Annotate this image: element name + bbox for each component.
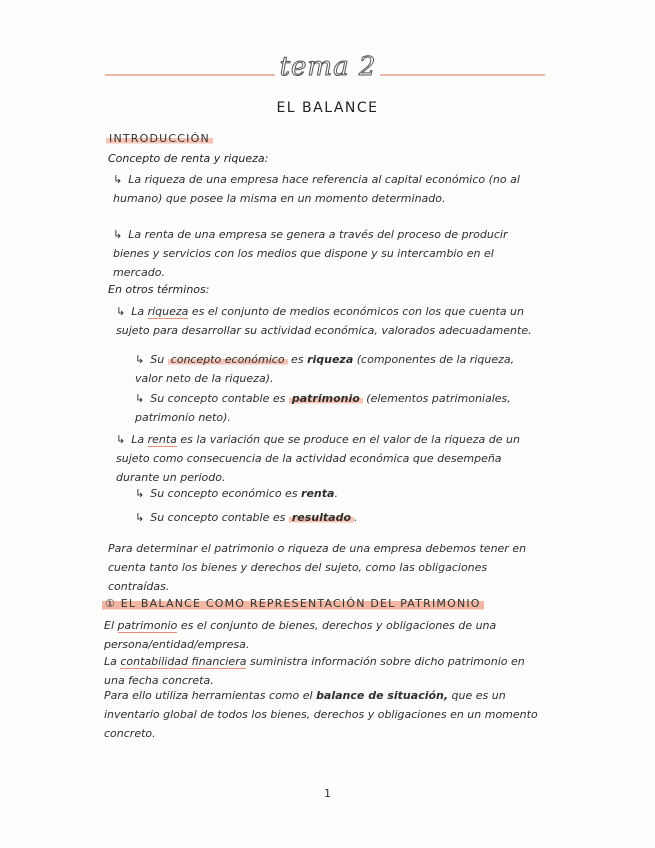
renta-cont-pre: Su concepto contable es bbox=[150, 511, 289, 524]
intro-heading bbox=[106, 132, 213, 145]
renta-definition bbox=[116, 430, 541, 487]
arrow-icon: ↳ bbox=[116, 305, 126, 318]
arrow-icon: ↳ bbox=[135, 511, 145, 524]
header-line-right bbox=[380, 74, 545, 76]
conclusion-paragraph: Para determinar el patrimonio o riqueza de una empresa debemos tener en cuenta tanto los bienes y derechos del sujeto, como las obligaciones contraídas. bbox=[108, 542, 527, 593]
p3-pre: Para ello utiliza herramientas como el bbox=[104, 689, 317, 702]
riqueza-cont-post: (elementos patrimoniales, patrimonio neto). bbox=[135, 392, 511, 424]
renta-pre: La bbox=[131, 433, 148, 446]
intro-bullet-riqueza bbox=[113, 170, 543, 208]
patrimonio-word: patrimonio bbox=[117, 619, 178, 632]
page-title: EL BALANCE bbox=[276, 100, 379, 116]
riqueza-pre: La bbox=[131, 305, 148, 318]
riqueza-eco-mid: es bbox=[287, 353, 308, 366]
p1-post: es el conjunto de bienes, derechos y obligaciones de una persona/entidad/empresa. bbox=[104, 619, 497, 651]
renta-concepto-contable bbox=[135, 508, 541, 527]
section2-heading bbox=[102, 597, 484, 610]
riqueza-definition bbox=[116, 302, 541, 340]
renta-word: renta bbox=[147, 433, 177, 446]
riqueza-eco-key: riqueza bbox=[307, 353, 354, 366]
arrow-icon: ↳ bbox=[135, 392, 145, 405]
page-number: 1 bbox=[324, 787, 331, 800]
renta-eco-key: renta bbox=[301, 487, 335, 500]
riqueza-post: es el conjunto de medios económicos con los que cuenta un sujeto para desarrollar su actividad económica, valorados adecuadamente. bbox=[116, 305, 532, 337]
p2-pre: La bbox=[104, 655, 121, 668]
renta-post: es la variación que se produce en el valor de la riqueza de un sujeto como consecuencia de la actividad económica que desempeña durante un periodo. bbox=[116, 433, 520, 484]
arrow-icon: ↳ bbox=[135, 487, 145, 500]
riqueza-eco-term: concepto económico bbox=[168, 353, 288, 366]
intro-bullet2-text: La renta de una empresa se genera a través del proceso de producir bienes y servicios con los medios que dispone y su intercambio en el mercado. bbox=[113, 228, 508, 279]
p3-post: que es un inventario global de todos los bienes, derechos y obligaciones en un momento concreto. bbox=[104, 689, 538, 740]
riqueza-cont-key: patrimonio bbox=[289, 392, 363, 405]
renta-eco-pre: Su concepto económico es bbox=[150, 487, 302, 500]
balance-paragraph bbox=[104, 686, 546, 743]
arrow-icon: ↳ bbox=[113, 173, 123, 186]
riqueza-eco-pre: Su bbox=[150, 353, 168, 366]
arrow-icon: ↳ bbox=[135, 353, 145, 366]
intro-heading-text: INTRODUCCIÓN bbox=[106, 132, 213, 145]
section2-heading-text: ① EL BALANCE COMO REPRESENTACIÓN DEL PATRIMONIO bbox=[102, 597, 484, 610]
contabilidad-paragraph bbox=[104, 652, 546, 690]
contabilidad-word: contabilidad financiera bbox=[120, 655, 247, 668]
otros-intro: En otros términos: bbox=[108, 283, 210, 296]
renta-concepto-economico bbox=[135, 484, 541, 503]
intro-bullet1-text: La riqueza de una empresa hace referencia al capital económico (no al humano) que posee la misma en un momento determinado. bbox=[113, 173, 520, 205]
riqueza-cont-pre: Su concepto contable es bbox=[150, 392, 289, 405]
header-line-left bbox=[105, 74, 275, 76]
renta-cont-key: resultado bbox=[289, 511, 354, 524]
intro-bullet-renta bbox=[113, 225, 543, 282]
arrow-icon: ↳ bbox=[116, 433, 126, 446]
intro-subtitle: Concepto de renta y riqueza: bbox=[108, 152, 269, 165]
renta-eco-post: . bbox=[334, 487, 338, 500]
riqueza-concepto-economico bbox=[135, 350, 541, 388]
arrow-icon: ↳ bbox=[113, 228, 123, 241]
riqueza-concepto-contable bbox=[135, 389, 541, 427]
p1-pre: El bbox=[104, 619, 118, 632]
riqueza-eco-post: (componentes de la riqueza, valor neto de la riqueza). bbox=[135, 353, 515, 385]
p2-post: suministra información sobre dicho patrimonio en una fecha concreta. bbox=[104, 655, 525, 687]
riqueza-word: riqueza bbox=[147, 305, 189, 318]
tema-title: tema 2 bbox=[279, 52, 377, 82]
patrimonio-paragraph bbox=[104, 616, 546, 654]
balance-situacion-key: balance de situación, bbox=[316, 689, 449, 702]
renta-cont-post: . bbox=[354, 511, 358, 524]
